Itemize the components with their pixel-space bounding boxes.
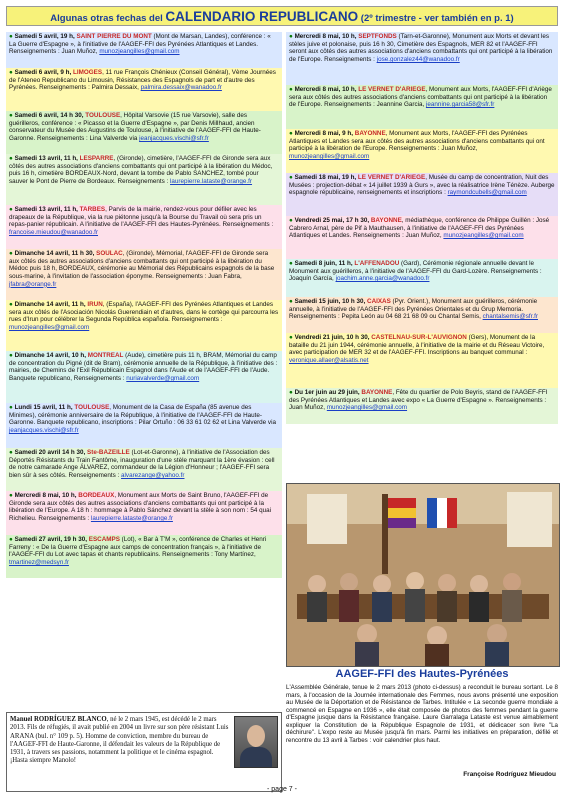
- event-description: , (Gironde), cimetière, l'AAGEF-FFI de Gironde sera aux côtés des autres associations d'anciens combattants qui ont participé à la libération du Médoc, puis 16 h, cimetière BORDEAUX-Nord, devant la tombe de Pablo SANCHEZ, tombé pour sauver le Pont de Pierre de Bordeaux.: [9, 155, 273, 186]
- event-contact-email[interactable]: veronique.allaer@alsatis.net: [289, 357, 369, 365]
- bullet-icon: ●: [289, 334, 295, 341]
- event-date: Dimanche 14 avril, 11 h,: [14, 301, 88, 308]
- calendar-event: [6, 351, 282, 403]
- event-description: , Musée du camp de concentration, Nuit des Musées : projection-débat « 14 juillet 1939 à Gurs », avec la réalisatrice Irène Ténèze. Auberge espagnole républicaine, renseignements et inscriptions :: [289, 174, 555, 197]
- event-description: (Tarn-et-Garonne), Monument aux Morts et devant les stèles juive et polonaise, puis 16 h 30, Cimetière des Espagnols, MER 82 et l'AAGEF-FFI seront aux côtés des autres associations d'anciens combattants qui ont participé à la libération de l'Europe.: [289, 33, 553, 64]
- event-description: (Pyr. Orient.), Monument aux guérilleros, cérémonie annuelle, à l'initiative de l'AAGEF-FFI des Pyrénées Orientales et du Grup Memoria.: [289, 298, 538, 313]
- calendar-event: [6, 32, 282, 68]
- calendar-event: [286, 85, 558, 129]
- header-title-line: [50, 9, 514, 24]
- event-city: Ste-BAZEILLE: [87, 449, 130, 456]
- ffi-section-title: AAGEF-FFI des Hautes-Pyrénées: [335, 668, 509, 680]
- calendar-event: [6, 403, 282, 448]
- event-contact-label: Renseignements : Lina Valverde via: [37, 135, 140, 143]
- event-city: SAINT PIERRE DU MONT: [76, 33, 152, 40]
- bullet-icon: ●: [9, 69, 15, 76]
- event-contact-email[interactable]: jfabra@orange.fr: [9, 280, 57, 288]
- event-contact-email[interactable]: jose.gonzalez44@wanadoo.fr: [376, 56, 460, 64]
- event-contact-email[interactable]: munozjeangilles@gmail.com: [326, 404, 408, 412]
- event-description: , Monument de la Casa de España (85 avenue des Minimes), cérémonie anniversaire de la République, à l'initiative de l'AAGEF-FFI de Haute-Garonne. Banquete republicano, inscriptions : Pilar Ortuño : 06 33 61 02 62 et Lina Valverde via: [9, 404, 276, 427]
- event-city: LESPARRE: [79, 155, 114, 162]
- event-description: , Monument aux Morts de Saint Bruno, l'AAGEF-FFI de Gironde sera aux côtés des autres associations d'anciens combattants qui ont participé à la libération de l'Europe. A 18 h : hommage à Pablo Sánchez devant la stèle à son nom : 54 quai Richelieu.: [9, 492, 271, 523]
- event-description: (Gers), Monument de la bataille du 21 juin 1944, cérémonie annuelle, à l'initiative de la mairie et du Réseau Victoire, avec participation de MER 32 et de l'AAGEF-FFI. Inscriptions au banquet communal :: [289, 334, 545, 357]
- calendar-event: [6, 205, 282, 249]
- calendar-event: [6, 448, 282, 491]
- bullet-icon: ●: [9, 33, 15, 40]
- calendar-event: [286, 333, 558, 388]
- assembly-photo: [286, 483, 560, 667]
- calendar-event: [6, 300, 282, 351]
- bullet-icon: ●: [289, 389, 295, 396]
- event-date: Mercredi 8 mai, 9 h,: [294, 130, 355, 137]
- event-city: SOULAC: [96, 250, 123, 257]
- event-contact-label: Renseignements : Palmira Dessaix,: [39, 84, 141, 92]
- bullet-icon: ●: [289, 86, 295, 93]
- event-description: , Parvis de la mairie, rendez-vous pour défiler avec les drapeaux de la République, via la rue piétonne jusqu'à la Bourse du Travail où sera pris un repas-panier républicain. A l'initiative de l'AAGEF-FFI des Hautes-Pyrénées.: [9, 206, 262, 229]
- calendar-event: [6, 249, 282, 300]
- event-city: MONTREAL: [87, 352, 124, 359]
- event-city: BAYONNE: [354, 130, 386, 137]
- event-city: CASTELNAU-SUR-L'AUVIGNON: [371, 334, 467, 341]
- event-contact-label: Renseignements :: [117, 178, 171, 186]
- event-date: Dimanche 14 avril, 10 h,: [14, 352, 88, 359]
- right-column: [286, 32, 558, 424]
- event-city: TOULOUSE: [85, 112, 121, 119]
- event-contact-label: Renseignements : Juan Muñoz,: [353, 232, 444, 240]
- calendar-event: [6, 535, 282, 578]
- bullet-icon: ●: [289, 298, 295, 305]
- calendar-event: [286, 216, 558, 259]
- bullet-icon: ●: [9, 206, 15, 213]
- event-date: Samedi 6 avril, 14 h 30,: [14, 112, 86, 119]
- event-contact-email[interactable]: francoise.mieudou@wanadoo.fr: [9, 229, 99, 237]
- calendar-header: [6, 6, 558, 26]
- event-date: Samedi 13 avril, 11 h,: [14, 155, 80, 162]
- portrait-photo: [234, 716, 278, 768]
- event-date: Samedi 20 avril 14 h 30,: [14, 449, 88, 456]
- bullet-icon: ●: [289, 130, 295, 137]
- event-contact-label: Renseignements : Jeannine Garcia,: [324, 101, 427, 109]
- event-city: TARBES: [79, 206, 106, 213]
- event-contact-label: Renseignements :: [171, 316, 223, 324]
- event-contact-label: Renseignements :: [324, 56, 377, 64]
- obituary-text: , né le 2 mars 1945, est décédé le 2 mars 2013. Fils de réfugiés, il avait publié en 2004 un livre sur son père résistant Luis ARANA (bul. n° 109 p. 5). Homme de conviction, membre du bureau de l'AAGEF-FFI de Haute-Garonne, il défendait les valeurs de la République de 1931, à travers ses passions, notamment la politique et le cinéma espagnol. ¡Hasta siempre Manolo!: [10, 716, 229, 765]
- header-suffix: (2º trimestre - ver también en p. 1): [358, 13, 514, 24]
- bullet-icon: ●: [289, 260, 295, 267]
- event-contact-label: Renseignements :: [38, 515, 91, 523]
- event-date: Samedi 8 juin, 11 h,: [294, 260, 355, 267]
- calendar-event: [286, 297, 558, 333]
- ffi-signature: Françoise Rodríguez Mieudou: [463, 771, 556, 778]
- calendar-event: [6, 111, 282, 154]
- event-date: Dimanche 14 avril, 11 h 30,: [14, 250, 97, 257]
- event-date: Samedi 27 avril, 19 h 30,: [14, 536, 89, 543]
- event-contact-email[interactable]: alvarezange@yahoo.fr: [121, 472, 185, 480]
- event-contact-label: Renseignements :: [73, 375, 127, 383]
- left-column: [6, 32, 282, 578]
- event-contact-label: Renseignements :: [222, 221, 274, 229]
- bullet-icon: ●: [9, 352, 15, 359]
- header-prefix: Algunas otras fechas del: [50, 13, 166, 24]
- event-contact-email[interactable]: jeannine.garcia58@sfr.fr: [426, 101, 495, 109]
- header-title: CALENDARIO REPUBLICANO: [165, 9, 359, 24]
- event-description: , Monument aux Morts, l'AAGEF-FFI des Pyrénées Atlantiques et Landes sera aux côtés des autres associations d'anciens combattants qui ont participé à la libération de l'Europe.: [289, 130, 545, 153]
- event-description: (Mont de Marsan, Landes), conférence : « La Guerre d'Espagne », à l'initiative de l'AAGEF-FFI des Pyrénées Atlantiques et Landes.: [9, 33, 271, 48]
- event-description: (Aude), cimetière puis 11 h, BRAM, Mémorial du camp de concentration du Pigné (dit de Bram), cérémonie annuelle de la République, à l'initiative des : mairies, de Chemins de l'Exil Républicain Espagnol dans l'Aude et de l'AAGEF-FFI de l'Aude. Banquete republicano,: [9, 352, 278, 383]
- assembly-photo-illustration: [287, 484, 559, 666]
- bullet-icon: ●: [289, 217, 295, 224]
- event-description: (Lot), « Bar à T'M », conférence de Charles et Henri Farreny : « De la Guerre d'Espagne aux camps de concentration français », à l'initiative de l'AAGEF-FFI du Lot avec tapas et chants republicains.: [9, 536, 267, 559]
- calendar-event: [286, 129, 558, 173]
- event-city: TOULOUSE: [74, 404, 110, 411]
- bullet-icon: ●: [9, 492, 15, 499]
- event-city: L'AFFENADOU: [354, 260, 400, 267]
- event-description: , (España), l'AAGEF-FFI des Pyrénées Atlantiques et Landes sera aux côtés de l'Asociación Nicolás Guerendiain et d'autres, dans le cortège qui parcourra les rues d'Irun pour célébrer la Segunda República española.: [9, 301, 279, 324]
- event-contact-label: Renseignements :: [68, 472, 122, 480]
- event-date: Mercredi 8 mai, 10 h,: [294, 33, 359, 40]
- obituary-box: [6, 712, 282, 792]
- event-date: Du 1er juin au 29 juin,: [294, 389, 362, 396]
- portrait-face: [247, 725, 265, 747]
- event-contact-label: Renseignements : Juan Muñoz,: [289, 396, 547, 412]
- event-contact-label: Renseignements : Joaquín García,: [289, 267, 542, 283]
- event-description: , Monument aux Morts, l'AAGEF-FFI d'Ariège sera aux côtés des autres associations d'anciens combattants qui ont participé à la libération de l'Europe.: [289, 86, 552, 109]
- obituary-name: Manuel RODRÍGUEZ BLANCO: [10, 716, 107, 723]
- event-city: BAYONNE: [361, 389, 393, 396]
- event-description: , Hôpital Varsovie (15 rue Varsovie), salle des guérilleros, conférence : « Picasso et la Guerre d'Espagne », par Denis Millhaud, ancien conservateur du Musée des Augustins de Toulouse, à l'initiative de l'AAGEF-FFI de Haute-Garonne.: [9, 112, 261, 143]
- event-contact-email[interactable]: munozjeangilles@gmail.com: [99, 48, 180, 56]
- event-city: BAYONNE: [370, 217, 402, 224]
- event-contact-label: Renseignements : Juan Muñoz,: [388, 145, 478, 153]
- event-city: LIMOGES: [73, 69, 103, 76]
- bullet-icon: ●: [289, 33, 295, 40]
- event-date: Mercredi 8 mai, 10 h,: [14, 492, 79, 499]
- calendar-event: [286, 173, 558, 216]
- event-contact-email[interactable]: munozjeangilles@gmail.com: [443, 232, 524, 240]
- calendar-event: [6, 491, 282, 535]
- event-contact-email[interactable]: tmartinez@medsyn.fr: [9, 559, 69, 567]
- event-date: Samedi 5 avril, 19 h,: [14, 33, 77, 40]
- ffi-section-text: L'Assemblée Générale, tenue le 2 mars 2013 (photo ci-dessus) a reconduit le bureau sortant. Le 8 mars, à l'occasion de la Journée internationale des Femmes, nous avons présenté une exposition au Musée de la Déportation et de Résistance de Tarbes. Intitulée « La seconde guerre mondiale a commencé en Espagne en 1936 », elle était composée de photos des femmes pendant la guerre d'Espagne jusque dans la Résistance française. Laure Garralaga Lataste est venue aimablement expliquer la Constitution de la République Espagnole de 1931, et dédicacer son livre "La déchirure". L'expo reste au Musée jusqu'à fin mars. Parmi les initiatives en préparation, défilé et rencontre du 13 avril à Tarbes : voir calendrier plus haut.: [286, 684, 558, 744]
- event-date: Vendredi 25 mai, 17 h 30,: [294, 217, 371, 224]
- event-city: ESCAMPS: [88, 536, 120, 543]
- event-city: BORDEAUX: [78, 492, 115, 499]
- event-description: (Lot-et-Garonne), à l'initiative de l'Association des Déportés Résistants du Train Fantôme, inauguration d'une stèle marquant la 1ère évasion : cell de notre camarade Ange ÁLVAREZ, commandeur de la Légion d'Honneur ; l'AAGEF-FFI sera bien sûr à ses côtés.: [9, 449, 275, 480]
- event-description: , médiathèque, conférence de Philippe Guillén : José Cabrero Arnal, père de Pif à Mauthausen, à l'initiative de l'AAGEF-FFI des Pyrénées Atlantiques et Landes.: [289, 217, 550, 240]
- calendar-event: [286, 32, 558, 85]
- event-description: , 11 rue François Chénieux (Conseil Général), Vème Journées de l'Ateneo Republicano du Limousin, Résistances des Espagnols de part et d'autre des Pyrénées.: [9, 69, 276, 92]
- calendar-event: [286, 388, 558, 424]
- calendar-event: [286, 259, 558, 297]
- event-contact-email[interactable]: laurepierre.lataste@orange.fr: [170, 178, 253, 186]
- event-contact-label: Renseignements : Juan Muñoz,: [9, 48, 100, 56]
- bullet-icon: ●: [289, 174, 295, 181]
- event-contact-email[interactable]: jeanjacques.vischi@sfr.fr: [139, 135, 209, 143]
- calendar-event: [6, 154, 282, 205]
- bullet-icon: ●: [9, 449, 15, 456]
- event-contact-email[interactable]: chantalsemis@sfr.fr: [482, 313, 538, 321]
- page-number: - page 7 -: [267, 786, 297, 793]
- event-contact-email[interactable]: jeanjacques.vischi@sfr.fr: [9, 427, 79, 435]
- event-contact-email[interactable]: munozjeangilles@gmail.com: [289, 153, 370, 161]
- bullet-icon: ●: [9, 536, 15, 543]
- event-date: Samedi 6 avril, 9 h,: [14, 69, 74, 76]
- event-city: SEPTFONDS: [358, 33, 397, 40]
- event-date: Samedi 15 juin, 10 h 30,: [294, 298, 368, 305]
- bullet-icon: ●: [9, 404, 15, 411]
- event-contact-label: Renseignements : Pepita León au 04 68 21 68 09 ou Chantal Semis,: [289, 313, 483, 321]
- event-date: Lundi 15 avril, 11 h,: [14, 404, 75, 411]
- event-city: LE VERNET D'ARIEGE: [358, 86, 426, 93]
- calendar-event: [6, 68, 282, 111]
- event-contact-email[interactable]: nuriavalverde@gmail.com: [126, 375, 200, 383]
- event-contact-label: Renseignements : Juan Fabra,: [155, 273, 242, 281]
- event-description: (Gard), Cérémonie régionale annuelle devant le Monument aux guérilleros, à l'initiative de l'AAGEF-FFI du Gard-Lozère.: [289, 260, 535, 275]
- event-date: Samedi 18 mai, 19 h,: [294, 174, 358, 181]
- event-city: LE VERNET D'ARIEGE: [357, 174, 426, 181]
- event-contact-email[interactable]: raymondcubells@gmail.com: [447, 189, 527, 197]
- event-date: Samedi 13 avril, 11 h,: [14, 206, 80, 213]
- portrait-body: [240, 747, 272, 767]
- bullet-icon: ●: [9, 155, 15, 162]
- event-description: , (Gironde), Mémorial, l'AAGEF-FFI de Gironde sera aux côtés des autres associations d'anciens combattants qui ont participé à la libération du Médoc puis 18 h, BORDEAUX, cérémonie au Mémorial des Républicains espagnols de la base sous-marine, à l'invitation de l'association éponyme.: [9, 250, 275, 281]
- event-contact-email[interactable]: laurepierre.lataste@orange.fr: [90, 515, 173, 523]
- bullet-icon: ●: [9, 112, 15, 119]
- event-date: Vendredi 21 juin, 10 h 30,: [294, 334, 372, 341]
- bullet-icon: ●: [9, 250, 15, 257]
- event-contact-email[interactable]: joachim.anne.garcia@wanadoo.fr: [335, 275, 430, 283]
- event-date: Mercredi 8 mai, 10 h,: [294, 86, 359, 93]
- event-contact-email[interactable]: palmira.dessaix@wanadoo.fr: [140, 84, 222, 92]
- event-city: CAIXAS: [367, 298, 391, 305]
- bullet-icon: ●: [9, 301, 15, 308]
- event-city: IRUN: [87, 301, 103, 308]
- event-description: , Fête du quartier de Polo Beyris, stand de l'AAGEF-FFI des Pyrénées Atlantiques et Landes avec expo « La Guerre d'Espagne ».: [289, 389, 548, 404]
- event-contact-email[interactable]: munozjeangilles@gmail.com: [9, 324, 90, 332]
- event-contact-label: Renseignements : Tony Martínez,: [162, 551, 256, 559]
